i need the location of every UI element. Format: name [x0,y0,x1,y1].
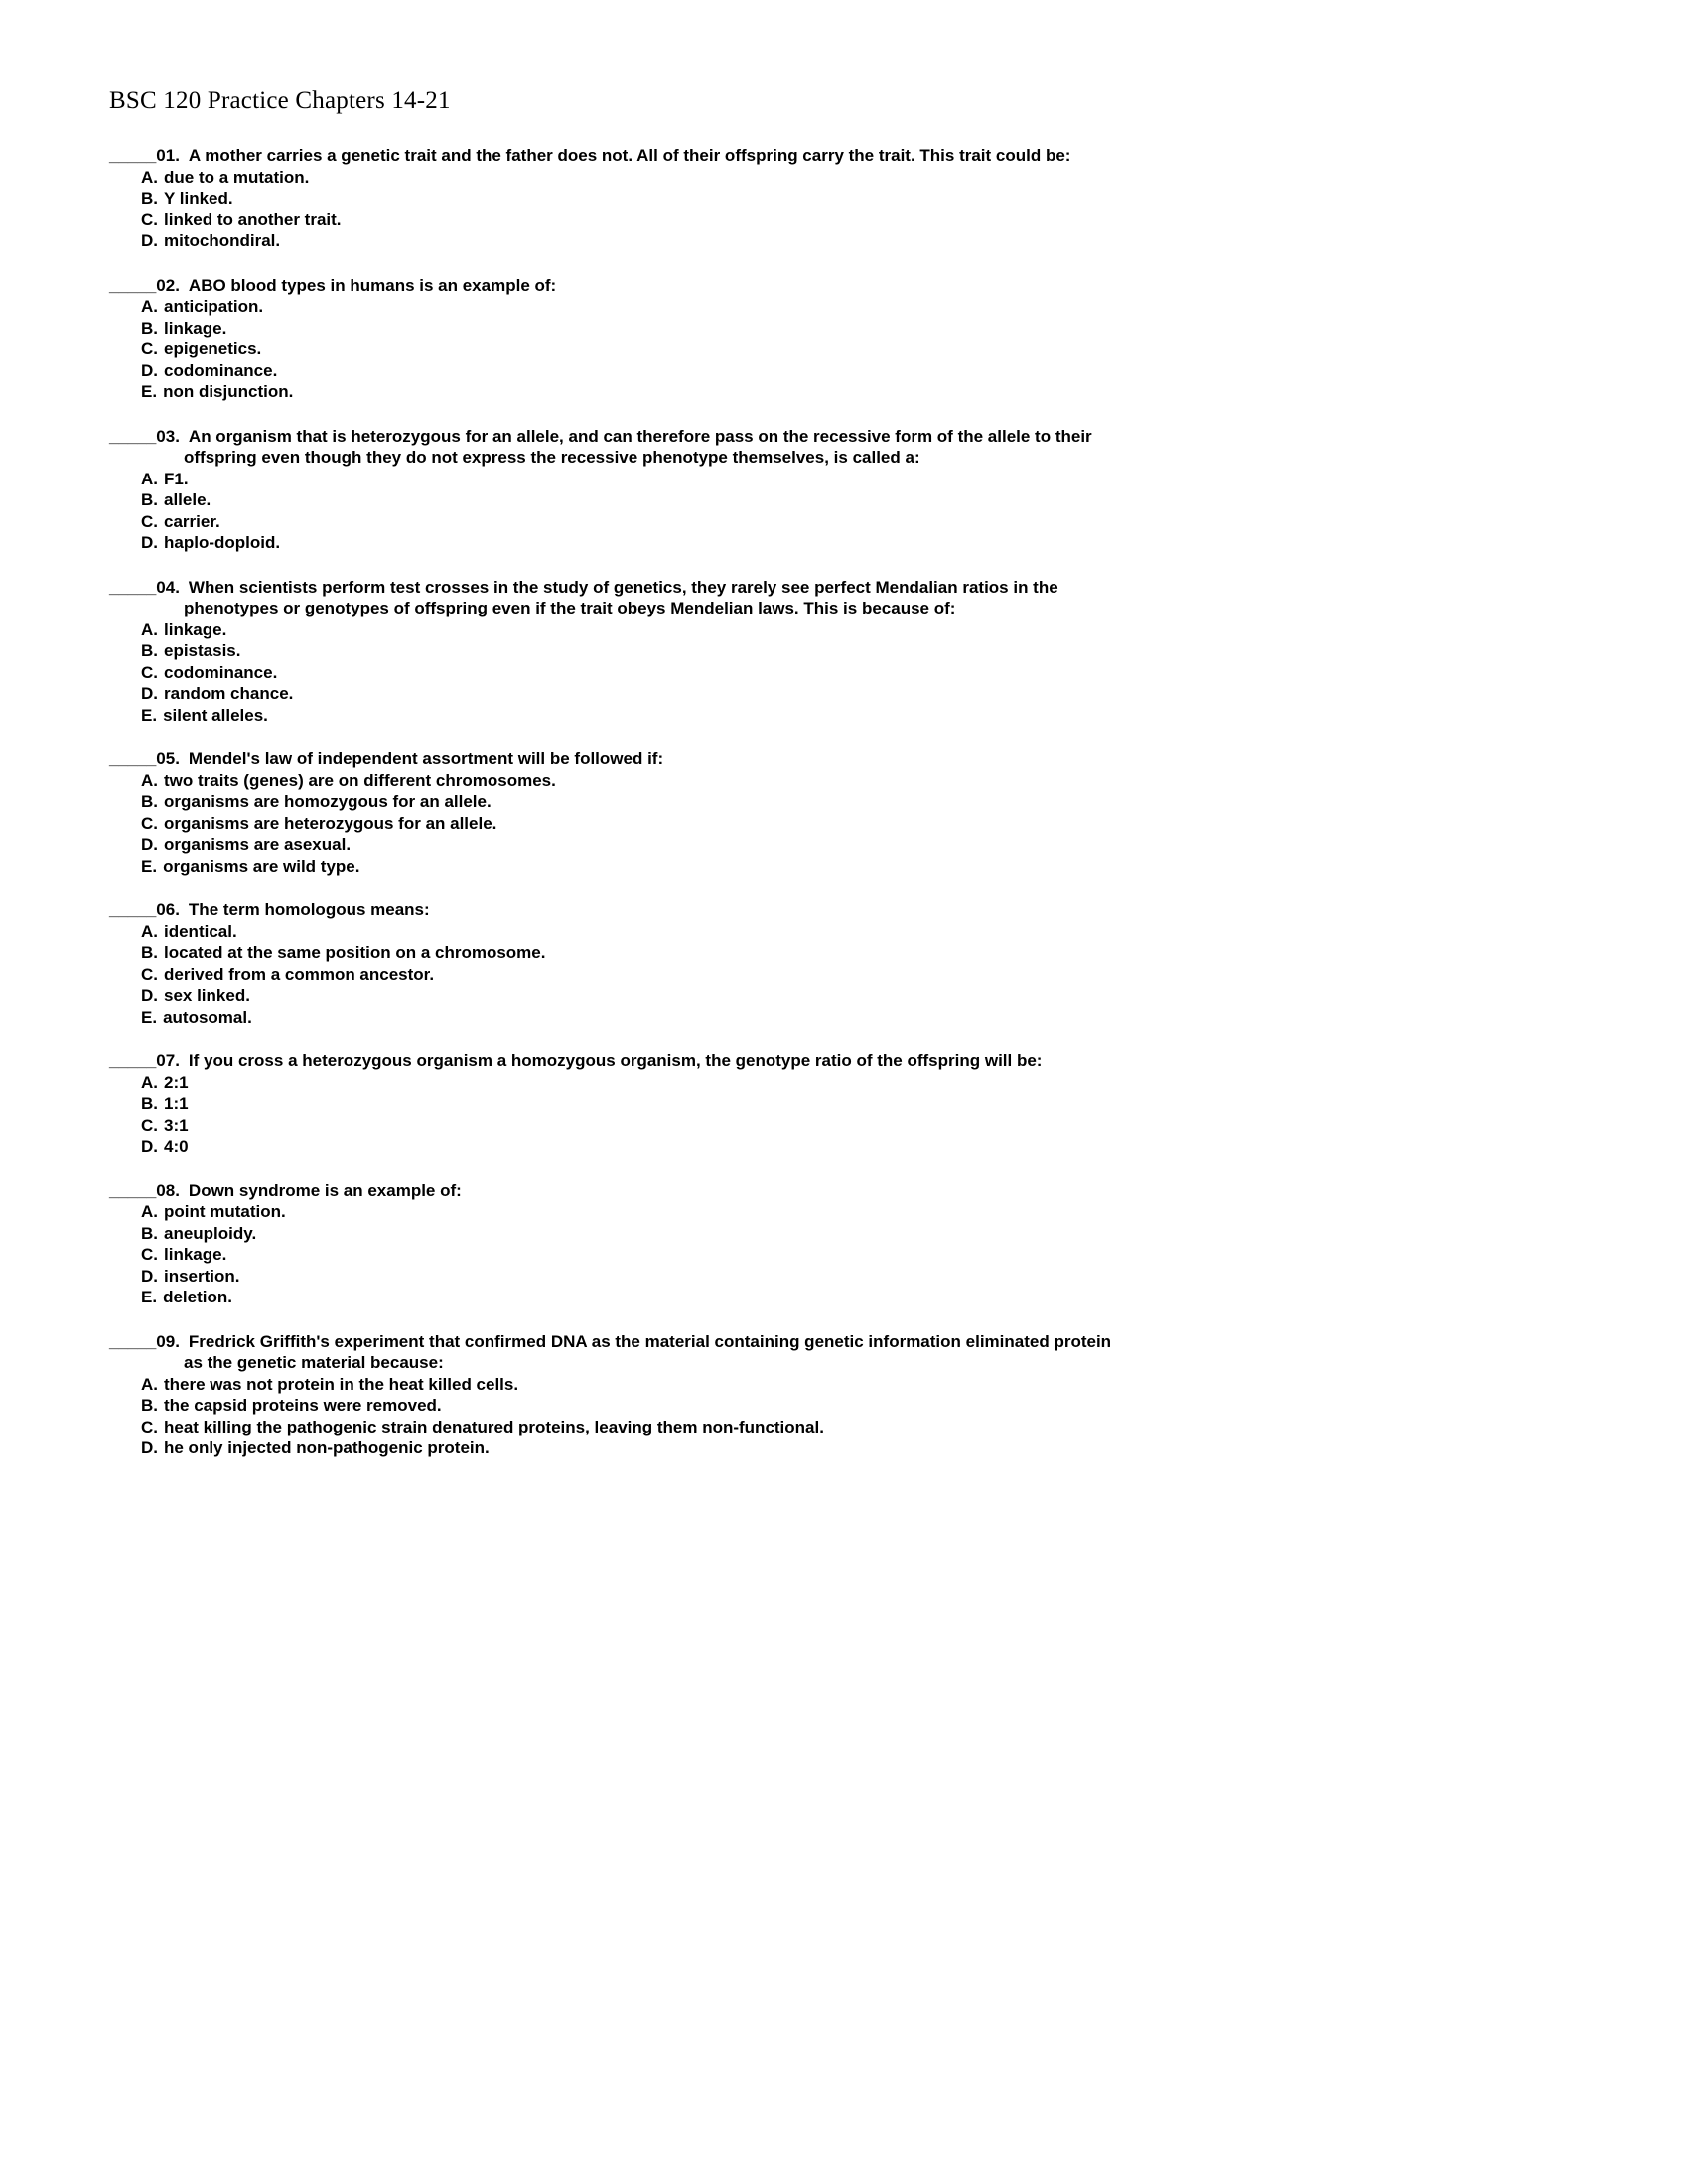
option-letter: D. [141,231,158,250]
option-text: autosomal. [163,1007,252,1026]
answer-option [141,1266,1132,1288]
option-text: organisms are wild type. [163,856,360,876]
option-letter: B. [141,943,158,962]
question-line [109,275,1132,297]
answer-option [141,1115,1132,1137]
option-text: haplo-doploid. [164,533,281,552]
option-letter: A. [141,770,158,790]
question-block [109,749,1132,877]
answer-option [141,296,1132,318]
option-text: 2:1 [164,1072,189,1092]
options-list [141,770,1132,878]
answer-option [141,1287,1132,1308]
option-letter: C. [141,340,158,358]
question-block [109,899,1132,1027]
options-list [141,167,1132,252]
answer-blank: _____ [109,1051,157,1070]
answer-option [141,1007,1132,1028]
options-list [141,1374,1132,1459]
option-text: point mutation. [164,1202,286,1221]
question-line [109,1331,1132,1374]
option-text: 4:0 [164,1137,189,1156]
option-letter: C. [141,964,158,984]
answer-option [141,1437,1132,1459]
option-letter: C. [141,1115,158,1135]
answer-option [141,683,1132,705]
option-text: epistasis. [164,641,241,660]
option-text: there was not protein in the heat killed cells. [164,1374,519,1394]
option-text: aneuploidy. [164,1223,257,1243]
answer-option [141,1072,1132,1094]
question-line [109,1180,1132,1202]
option-text: heat killing the pathogenic strain denatured proteins, leaving them non-functional. [164,1417,824,1436]
option-letter: D. [141,1137,158,1156]
option-text: located at the same position on a chromosome. [164,943,546,962]
question-block [109,1180,1132,1308]
option-letter: E. [141,382,158,401]
answer-option [141,1244,1132,1266]
option-letter: B. [141,641,158,660]
question-number: 05. [156,750,180,768]
option-letter: B. [141,1223,158,1243]
answer-option [141,813,1132,835]
option-text: 1:1 [164,1094,189,1113]
option-text: linkage. [164,318,227,338]
option-letter: D. [141,684,158,703]
option-letter: D. [141,835,158,854]
question-number: 06. [156,900,180,919]
answer-option [141,921,1132,943]
option-text: epigenetics. [164,340,262,358]
option-letter: A. [141,297,158,316]
answer-option [141,1223,1132,1245]
option-text: allele. [164,490,211,509]
option-letter: B. [141,792,158,811]
option-text: linked to another trait. [164,209,342,229]
answer-option [141,318,1132,340]
option-text: identical. [164,921,237,941]
option-text: mitochondiral. [164,231,281,250]
option-letter: C. [141,1417,158,1436]
answer-option [141,1395,1132,1417]
option-text: two traits (genes) are on different chromosomes. [164,770,556,790]
option-letter: B. [141,1094,158,1113]
option-letter: B. [141,318,158,338]
question-line [109,145,1132,167]
answer-option [141,770,1132,792]
answer-blank: _____ [109,275,157,295]
document-title: BSC 120 Practice Chapters 14-21 [109,87,451,114]
answer-option [141,1136,1132,1158]
question-number: 03. [156,426,180,446]
question-block [109,1050,1132,1158]
option-letter: C. [141,813,158,833]
option-letter: A. [141,1072,158,1092]
option-text: derived from a common ancestor. [164,964,435,984]
option-text: due to a mutation. [164,167,310,187]
answer-option [141,469,1132,490]
option-letter: B. [141,1396,158,1415]
answer-option [141,1417,1132,1438]
options-list [141,469,1132,554]
option-letter: E. [141,856,158,876]
option-letter: A. [141,921,158,941]
question-text: A mother carries a genetic trait and the father does not. All of their offspring carry the trait. This trait could be: [188,146,1071,165]
option-text: carrier. [164,511,220,531]
question-number: 08. [156,1180,180,1200]
question-text: The term homologous means: [188,900,430,919]
answer-blank: _____ [109,1180,157,1200]
option-text: linkage. [164,619,227,639]
answer-option [141,360,1132,382]
option-text: random chance. [164,684,294,703]
answer-option [141,619,1132,641]
question-line [109,899,1132,921]
option-letter: E. [141,1007,158,1026]
answer-option [141,640,1132,662]
options-list [141,1072,1132,1158]
option-text: he only injected non-pathogenic protein. [164,1438,490,1457]
question-text: Mendel's law of independent assortment will be followed if: [188,750,664,768]
answer-option [141,381,1132,403]
option-text: codominance. [164,360,278,380]
option-text: silent alleles. [163,705,268,725]
option-letter: D. [141,986,158,1005]
answer-option [141,834,1132,856]
options-list [141,619,1132,727]
question-block [109,577,1132,727]
answer-option [141,856,1132,878]
answer-option [141,167,1132,189]
answer-blank: _____ [109,577,157,597]
option-text: F1. [164,469,189,488]
question-number: 04. [156,577,180,597]
option-text: Y linked. [164,189,233,207]
option-letter: E. [141,705,158,725]
option-text: organisms are homozygous for an allele. [164,792,492,811]
answer-option [141,339,1132,360]
answer-blank: _____ [109,900,157,919]
question-text: An organism that is heterozygous for an allele, and can therefore pass on the recessive form of the allele to their offspring even though they do not express the recessive phenotype themselves, is called a: [184,426,1092,467]
question-block [109,145,1132,252]
option-letter: D. [141,1266,158,1286]
option-text: sex linked. [164,986,250,1005]
question-list [109,145,1132,1459]
option-letter: C. [141,209,158,229]
answer-option [141,1201,1132,1223]
option-letter: A. [141,1202,158,1221]
option-text: codominance. [164,662,278,682]
question-line [109,1050,1132,1072]
answer-option [141,1093,1132,1115]
option-letter: C. [141,662,158,682]
question-line [109,749,1132,770]
answer-option [141,209,1132,231]
question-line [109,426,1132,469]
question-text: Fredrick Griffith's experiment that confirmed DNA as the material containing genetic information eliminated protein as the genetic material because: [184,1331,1112,1372]
option-text: non disjunction. [163,382,294,401]
option-letter: D. [141,533,158,552]
answer-option [141,791,1132,813]
answer-option [141,705,1132,727]
question-line [109,577,1132,619]
answer-option [141,489,1132,511]
question-number: 09. [156,1331,180,1351]
option-text: organisms are asexual. [164,835,352,854]
option-letter: C. [141,1245,158,1264]
option-text: the capsid proteins were removed. [164,1396,442,1415]
answer-option [141,985,1132,1007]
question-text: ABO blood types in humans is an example of: [188,275,557,295]
option-letter: B. [141,189,158,207]
question-text: When scientists perform test crosses in the study of genetics, they rarely see perfect Mendalian ratios in the phenotypes or genotypes of offspring even if the trait obeys Mendelian laws. This is because of: [184,577,1058,617]
option-text: deletion. [163,1288,232,1306]
option-letter: D. [141,360,158,380]
answer-blank: _____ [109,750,157,768]
question-block [109,426,1132,554]
question-number: 01. [156,146,180,165]
option-text: insertion. [164,1266,240,1286]
option-letter: A. [141,619,158,639]
options-list [141,296,1132,403]
answer-option [141,964,1132,986]
option-letter: A. [141,167,158,187]
option-text: 3:1 [164,1115,189,1135]
answer-option [141,230,1132,252]
option-letter: A. [141,469,158,488]
answer-blank: _____ [109,1331,157,1351]
option-letter: B. [141,490,158,509]
option-text: anticipation. [164,297,264,316]
options-list [141,1201,1132,1308]
option-text: organisms are heterozygous for an allele. [164,813,497,833]
option-text: linkage. [164,1245,227,1264]
question-number: 02. [156,275,180,295]
answer-option [141,532,1132,554]
question-number: 07. [156,1051,180,1070]
answer-blank: _____ [109,426,157,446]
answer-blank: _____ [109,146,157,165]
question-block [109,275,1132,403]
answer-option [141,942,1132,964]
option-letter: E. [141,1288,158,1306]
answer-option [141,188,1132,209]
answer-option [141,662,1132,684]
question-block [109,1331,1132,1459]
answer-option [141,1374,1132,1396]
option-letter: C. [141,511,158,531]
question-text: If you cross a heterozygous organism a homozygous organism, the genotype ratio of the offspring will be: [188,1051,1043,1070]
options-list [141,921,1132,1028]
option-letter: D. [141,1438,158,1457]
option-letter: A. [141,1374,158,1394]
answer-option [141,511,1132,533]
question-text: Down syndrome is an example of: [188,1180,462,1200]
